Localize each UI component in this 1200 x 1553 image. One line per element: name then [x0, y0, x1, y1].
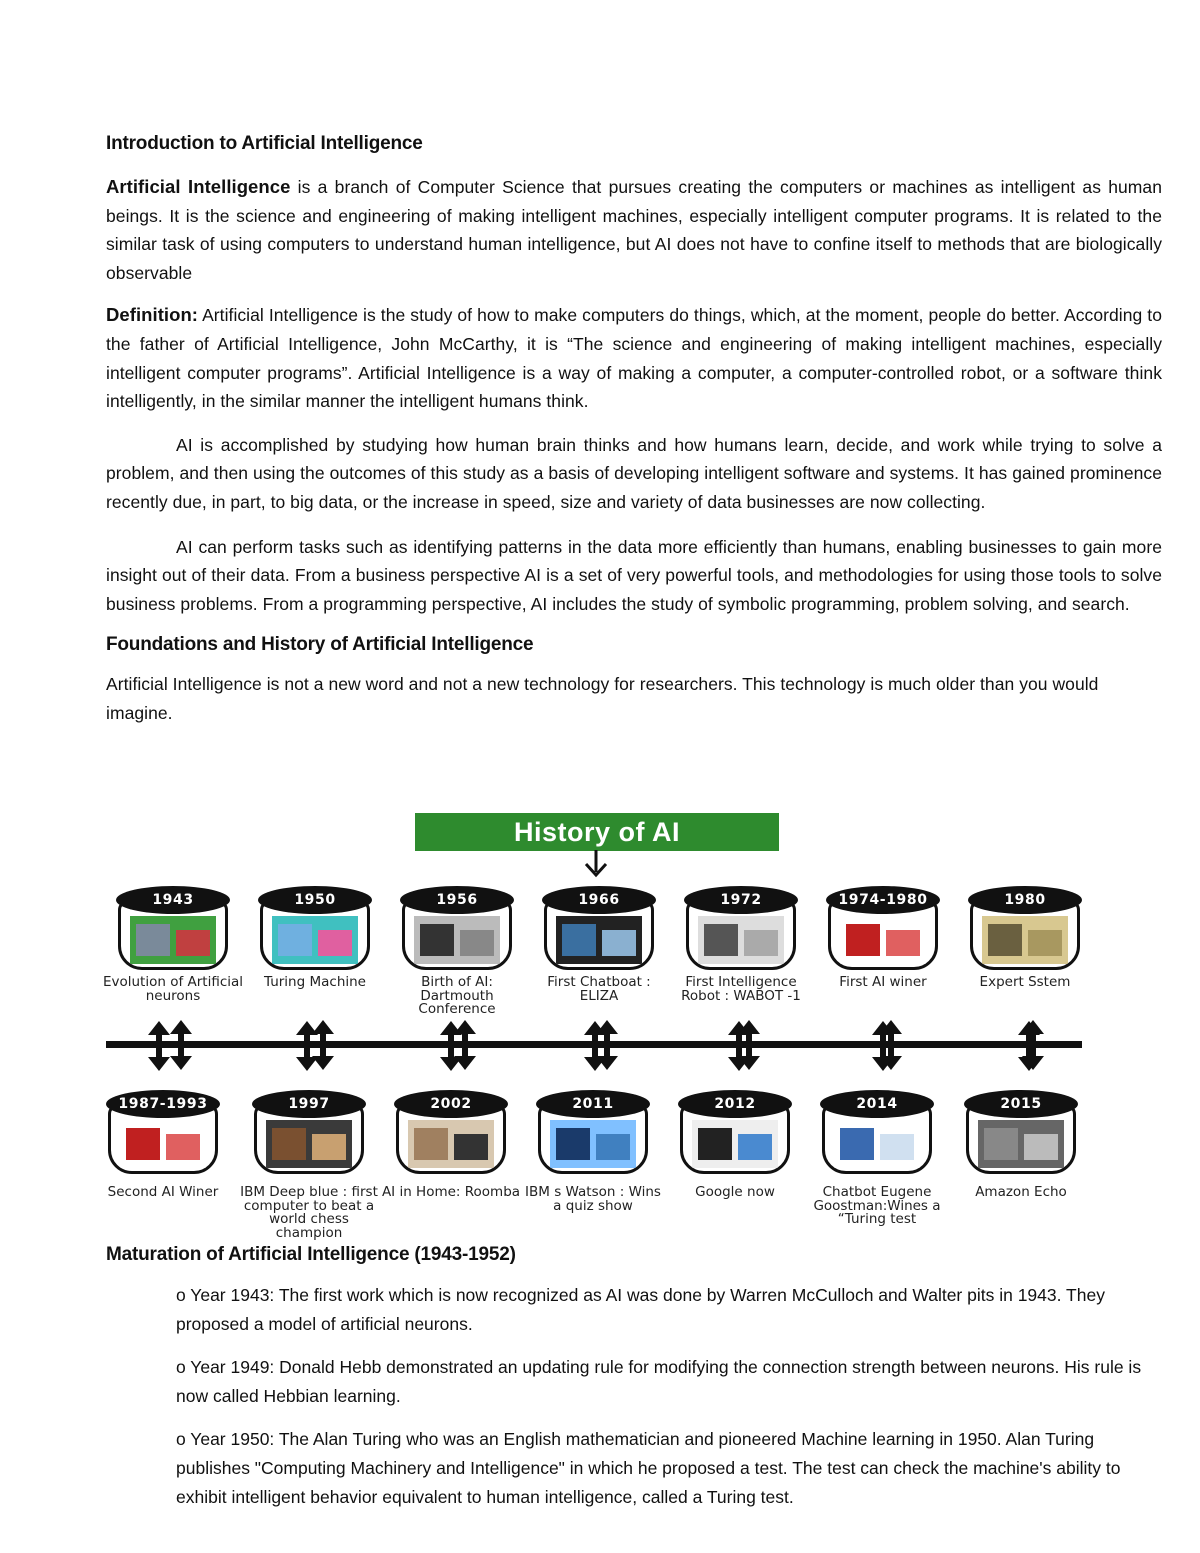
figure-title: History of AI: [415, 813, 779, 851]
bottom-row-double-arrow-icon: [728, 1021, 750, 1071]
intro-paragraph: [106, 173, 1162, 287]
intro-paragraph-text: is a branch of Computer Science that pursues creating the computers or machines as intelligent as human beings. It is the science and engineering of making intelligent machines, especially intelligent computer programs. It is related to the similar task of using computers to understand human intelligence, but AI does not have to confine itself to methods that are biologically observable: [106, 177, 1162, 283]
year-badge: 2014: [820, 1090, 934, 1118]
bottom-row-double-arrow-icon: [872, 1021, 894, 1071]
node-caption: First AI winer: [839, 974, 927, 990]
node-thumbnail-icon: [266, 1120, 352, 1168]
down-arrow-icon: [584, 850, 608, 878]
node-caption: Turing Machine: [264, 974, 366, 990]
node-caption: Google now: [695, 1184, 775, 1200]
node-thumbnail-icon: [978, 1120, 1064, 1168]
top-row-double-arrow-icon: [170, 1020, 192, 1070]
bottom-row-double-arrow-icon: [296, 1021, 318, 1071]
bottom-row-double-arrow-icon: [148, 1021, 170, 1071]
tasks-paragraph: AI can perform tasks such as identifying patterns in the data more efficiently than humans, enabling businesses to gain more insight out of their data. From a business perspective AI is a set of very powerful tools, and methodologies for using those tools to solve business problems. From a programming perspective, AI includes the study of symbolic programming, problem solving, and search.: [106, 536, 1162, 614]
maturation-section: [106, 1244, 1166, 1511]
accomplished-paragraph: AI is accomplished by studying how human brain thinks and how humans learn, decide, and work while trying to solve a problem, and then using the outcomes of this study as a basis of developing intelligent software and systems. It has gained prominence recently due, in part, to big data, or the increase in speed, size and variety of data businesses are now collecting.: [106, 434, 1162, 512]
list-item: o Year 1950: The Alan Turing who was an English mathematician and pioneered Machine learning in 1950. Alan Turing publishes "Computing Machinery and Intelligence" in which he proposed a test. The test can check the machine's ability to exhibit intelligent behavior equivalent to human intelligence, called a Turing test.: [176, 1429, 1121, 1507]
node-caption: Birth of AI: Dartmouth Conference: [418, 974, 496, 1017]
year-badge: 1943: [116, 886, 230, 914]
node-thumbnail-icon: [556, 916, 642, 964]
node-caption: IBM s Watson : Wins a quiz show: [525, 1184, 661, 1214]
node-caption: First Intelligence Robot : WABOT -1: [681, 974, 801, 1004]
year-badge: 1966: [542, 886, 656, 914]
history-paragraph: Artificial Intelligence is not a new word and not a new technology for researchers. This technology is much older than you would imagine.: [106, 674, 1099, 723]
year-badge: 2015: [964, 1090, 1078, 1118]
year-badge: 1974-1980: [826, 886, 940, 914]
definition-paragraph: [106, 301, 1162, 415]
list-item: o Year 1949: Donald Hebb demonstrated an updating rule for modifying the connection strength between neurons. His rule is now called Hebbian learning.: [176, 1357, 1142, 1406]
node-thumbnail-icon: [414, 916, 500, 964]
year-badge: 1950: [258, 886, 372, 914]
node-caption: Evolution of Artificial neurons: [102, 974, 244, 1004]
node-thumbnail-icon: [982, 916, 1068, 964]
node-thumbnail-icon: [840, 916, 926, 964]
node-thumbnail-icon: [272, 916, 358, 964]
bottom-row-double-arrow-icon: [584, 1021, 606, 1071]
bottom-row-double-arrow-icon: [440, 1021, 462, 1071]
node-caption: Expert Sstem: [979, 974, 1071, 990]
node-caption: Second AI Winer: [107, 1184, 219, 1200]
node-thumbnail-icon: [120, 1120, 206, 1168]
node-caption: First Chatboat : ELIZA: [547, 974, 651, 1004]
node-caption: Amazon Echo: [975, 1184, 1067, 1200]
node-thumbnail-icon: [408, 1120, 494, 1168]
year-badge: 1956: [400, 886, 514, 914]
node-thumbnail-icon: [692, 1120, 778, 1168]
document-body: [106, 130, 1162, 728]
year-badge: 2011: [536, 1090, 650, 1118]
intro-heading: Introduction to Artificial Intelligence: [106, 133, 423, 154]
node-thumbnail-icon: [550, 1120, 636, 1168]
year-badge: 1997: [252, 1090, 366, 1118]
year-badge: 1980: [968, 886, 1082, 914]
history-of-ai-figure: [102, 808, 1094, 1241]
list-item: o Year 1943: The first work which is now recognized as AI was done by Warren McCulloch and Walter pits in 1943. They proposed a model of artificial neurons.: [176, 1285, 1105, 1334]
node-thumbnail-icon: [834, 1120, 920, 1168]
year-badge: 1972: [684, 886, 798, 914]
year-badge: 2012: [678, 1090, 792, 1118]
bottom-row-double-arrow-icon: [1018, 1021, 1040, 1071]
node-caption: AI in Home: Roomba: [381, 1184, 521, 1200]
definition-text: Artificial Intelligence is the study of how to make computers do things, which, at the moment, people do better. According to the father of Artificial Intelligence, John McCarthy, it is “The science and engineering of making intelligent machines, especially intelligent computer programs”. Artificial Intelligence is a way of making a computer, a computer-controlled robot, or a software think intelligently, in the similar manner the intelligent humans think.: [106, 305, 1162, 412]
year-badge: 1987-1993: [106, 1090, 220, 1118]
definition-term: Definition:: [106, 304, 199, 326]
node-thumbnail-icon: [698, 916, 784, 964]
node-thumbnail-icon: [130, 916, 216, 964]
node-caption: Chatbot Eugene Goostman:Wines a “Turing test: [813, 1184, 941, 1227]
node-caption: IBM Deep blue : first computer to beat a world chess champion: [240, 1184, 378, 1241]
ai-term: Artificial Intelligence: [106, 176, 291, 197]
maturation-heading: Maturation of Artificial Intelligence (1943-1952): [106, 1244, 516, 1265]
year-badge: 2002: [394, 1090, 508, 1118]
history-heading: Foundations and History of Artificial Intelligence: [106, 634, 534, 656]
